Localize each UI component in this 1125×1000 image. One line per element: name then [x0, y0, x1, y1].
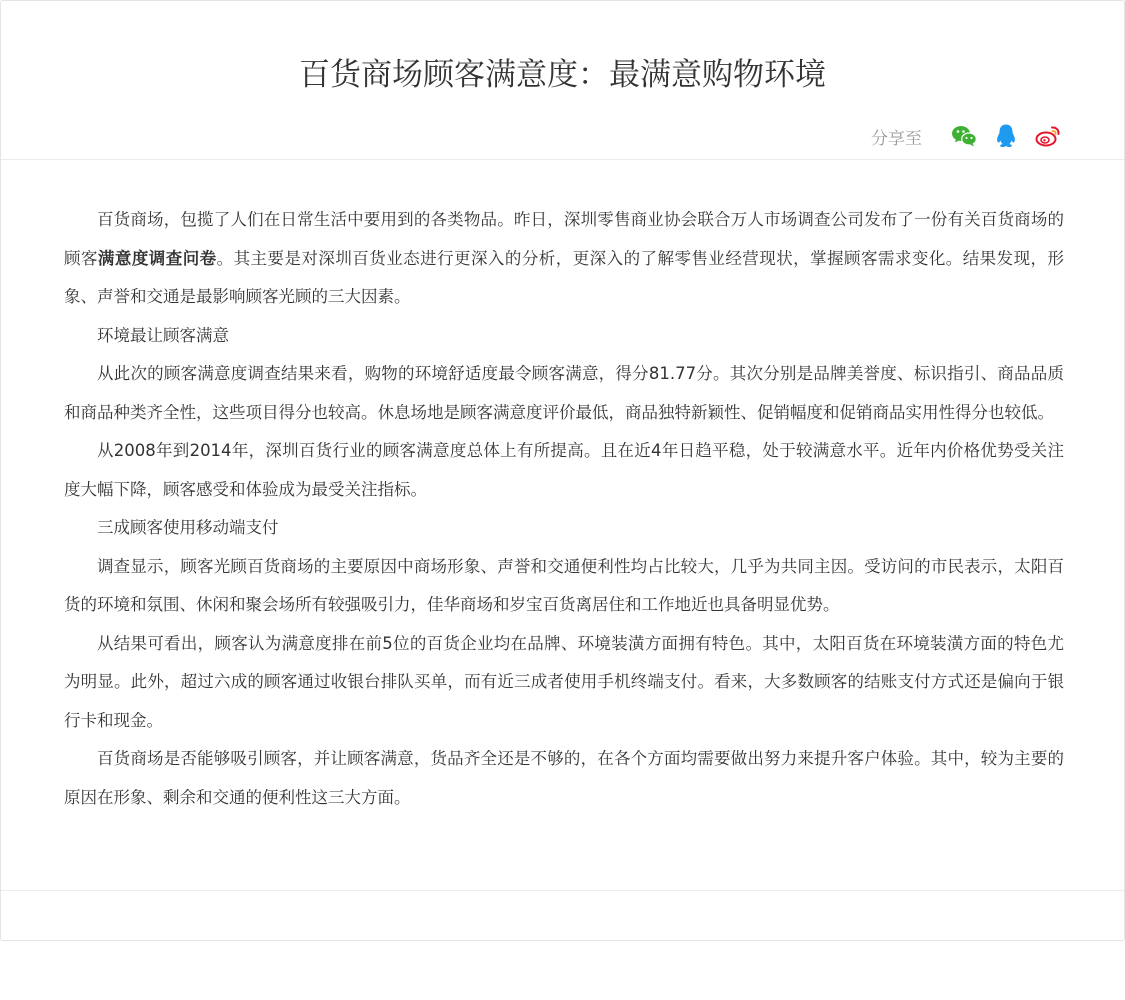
article-paragraph: 调查显示，顾客光顾百货商场的主要原因中商场形象、声誉和交通便利性均占比较大，几乎为共同主因。受访问的市民表示，太阳百货的环境和氛围、休闲和聚会场所有较强吸引力，佳华商场和岁宝百货离居住和工作地近也具备明显优势。 — [64, 556, 1064, 614]
wechat-icon[interactable] — [950, 122, 978, 150]
footer-divider — [1, 890, 1124, 891]
article-header — [1, 1, 1124, 160]
qq-icon[interactable] — [992, 122, 1020, 150]
article-paragraph: 从此次的顾客满意度调查结果来看，购物的环境舒适度最令顾客满意，得分81.77分。其次分别是品牌美誉度、标识指引、商品品质和商品种类齐全性，这些项目得分也较高。休息场地是顾客满意度评价最低，商品独特新颖性、促销幅度和促销商品实用性得分也较低。 — [64, 364, 1064, 422]
intro-text-2: 。其主要是对深圳百货业态进行更深入的分析，更深入的了解零售业经营现状，掌握顾客需求变化。结果发现，形象、声誉和交通是最影响顾客光顾的三大因素。 — [64, 248, 1065, 306]
article-paragraph: 从2008年到2014年，深圳百货行业的顾客满意度总体上有所提高。且在近4年日趋平稳，处于较满意水平。近年内价格优势受关注度大幅下降，顾客感受和体验成为最受关注指标。 — [64, 441, 1064, 499]
article-paragraph: 从结果可看出，顾客认为满意度排在前5位的百货企业均在品牌、环境装潢方面拥有特色。其中，太阳百货在环境装潢方面的特色尤为明显。此外，超过六成的顾客通过收银台排队买单，而有近三成者使用手机终端支付。看来，大多数顾客的结账支付方式还是偏向于银行卡和现金。 — [64, 633, 1064, 730]
article-body — [64, 201, 1064, 817]
survey-link-text: 满意度调查问卷 — [97, 248, 217, 268]
page-title: 百货商场顾客满意度：最满意购物环境 — [299, 57, 826, 93]
share-bar — [871, 121, 1062, 151]
section-heading-environment: 环境最让顾客满意 — [97, 325, 229, 345]
section-heading-mobile-payment: 三成顾客使用移动端支付 — [97, 518, 279, 537]
weibo-icon[interactable] — [1034, 122, 1062, 150]
intro-paragraph — [64, 201, 1064, 317]
share-label: 分享至 — [871, 128, 922, 149]
article-paragraph: 百货商场是否能够吸引顾客，并让顾客满意，货品齐全还是不够的，在各个方面均需要做出努力来提升客户体验。其中，较为主要的原因在形象、剩余和交通的便利性这三大方面。 — [64, 749, 1064, 807]
intro-text-1: 百货商场，包揽了人们在日常生活中要用到的各类物品。昨日，深圳零售商业协会联合万人市场调查公司发布了一份有关百货商场的顾客 — [64, 210, 1064, 268]
